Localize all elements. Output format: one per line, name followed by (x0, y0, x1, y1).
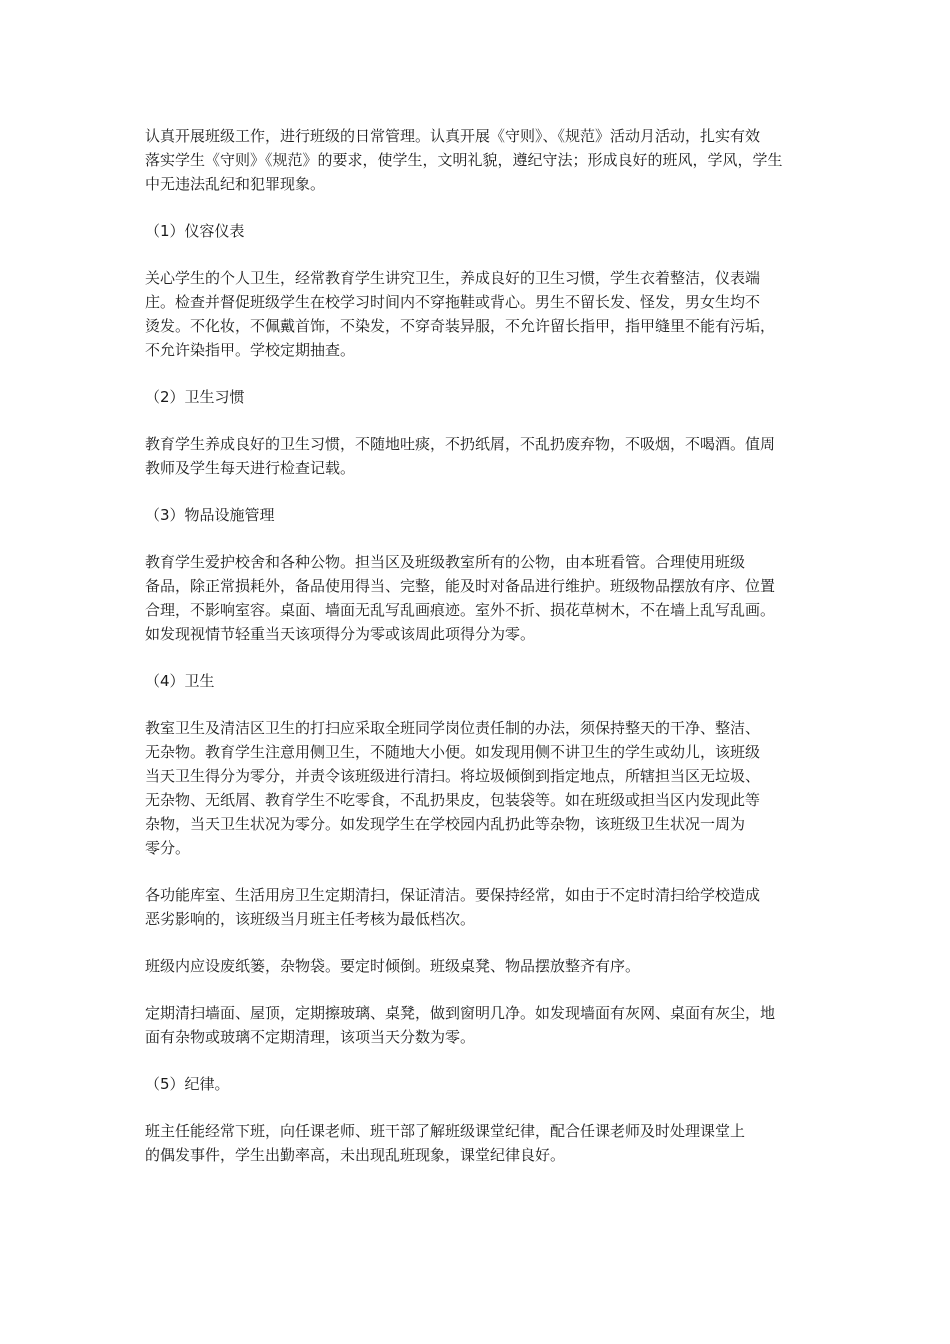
section-heading-discipline: （5）纪律。 (145, 1075, 230, 1093)
sanitation-paragraph-3: 班级内应设废纸篓，杂物袋。要定时倾倒。班级桌凳、物品摆放整齐有序。 (145, 957, 641, 975)
hygiene-habits-paragraph: 教育学生养成良好的卫生习惯，不随地吐痰，不扔纸屑，不乱扔废弃物，不吸烟，不喝酒。值周 教师及学生每天进行检查记载。 (145, 435, 776, 477)
intro-paragraph: 认真开展班级工作，进行班级的日常管理。认真开展《守则》、《规范》活动月活动，扎实有效 落实学生《守则》《规范》的要求，使学生，文明礼貌，遵纪守法；形成良好的班风，学风，学生 中无违法乱纪和犯罪现象。 (145, 127, 783, 193)
section-heading-facility-management: （3）物品设施管理 (145, 506, 275, 524)
sanitation-paragraph-1: 教室卫生及清洁区卫生的打扫应采取全班同学岗位责任制的办法，须保持整天的干净、整洁、 无杂物。教育学生注意用侧卫生，不随地大小便。如发现用侧不讲卫生的学生或幼儿，该班级 当天卫生得分为零分，并责令该班级进行清扫。将垃圾倾倒到指定地点，所辖担当区无垃圾、 无杂物、无纸屑、教育学生不吃零食，不乱扔果皮，包装袋等。如在班级或担当区内发现此等 杂物，当天卫生状况为零分。如发现学生在学校园内乱扔此等杂物，该班级卫生状况一周为 零分。 (145, 719, 761, 857)
section-heading-sanitation: （4）卫生 (145, 672, 215, 690)
sanitation-paragraph-4: 定期清扫墙面、屋顶，定期擦玻璃、桌凳，做到窗明几净。如发现墙面有灰网、桌面有灰尘，地 面有杂物或玻璃不定期清理，该项当天分数为零。 (145, 1004, 776, 1046)
sanitation-paragraph-2: 各功能库室、生活用房卫生定期清扫，保证清洁。要保持经常，如由于不定时清扫给学校造成 恶劣影响的，该班级当月班主任考核为最低档次。 (145, 886, 761, 928)
appearance-paragraph: 关心学生的个人卫生，经常教育学生讲究卫生，养成良好的卫生习惯，学生衣着整洁，仪表端 庄。检查并督促班级学生在校学习时间内不穿拖鞋或背心。男生不留长发、怪发，男女生均不 烫发。不化妆，不佩戴首饰，不染发，不穿奇装异服，不允许留长指甲，指甲缝里不能有污垢， 不允许染指甲。学校定期抽查。 (145, 269, 776, 359)
document-body (145, 124, 817, 1190)
section-heading-hygiene-habits: （2）卫生习惯 (145, 388, 245, 406)
facility-management-paragraph: 教育学生爱护校舍和各种公物。担当区及班级教室所有的公物，由本班看管。合理使用班级 备品，除正常损耗外，备品使用得当、完整，能及时对备品进行维护。班级物品摆放有序、位置 合理，不影响室容。桌面、墙面无乱写乱画痕迹。室外不折、损花草树木，不在墙上乱写乱画。 如发现视情节轻重当天该项得分为零或该周此项得分为零。 (145, 553, 776, 643)
discipline-paragraph: 班主任能经常下班，向任课老师、班干部了解班级课堂纪律，配合任课老师及时处理课堂上 的偶发事件，学生出勤率高，未出现乱班现象，课堂纪律良好。 (145, 1122, 746, 1164)
section-heading-appearance: （1）仪容仪表 (145, 222, 245, 240)
